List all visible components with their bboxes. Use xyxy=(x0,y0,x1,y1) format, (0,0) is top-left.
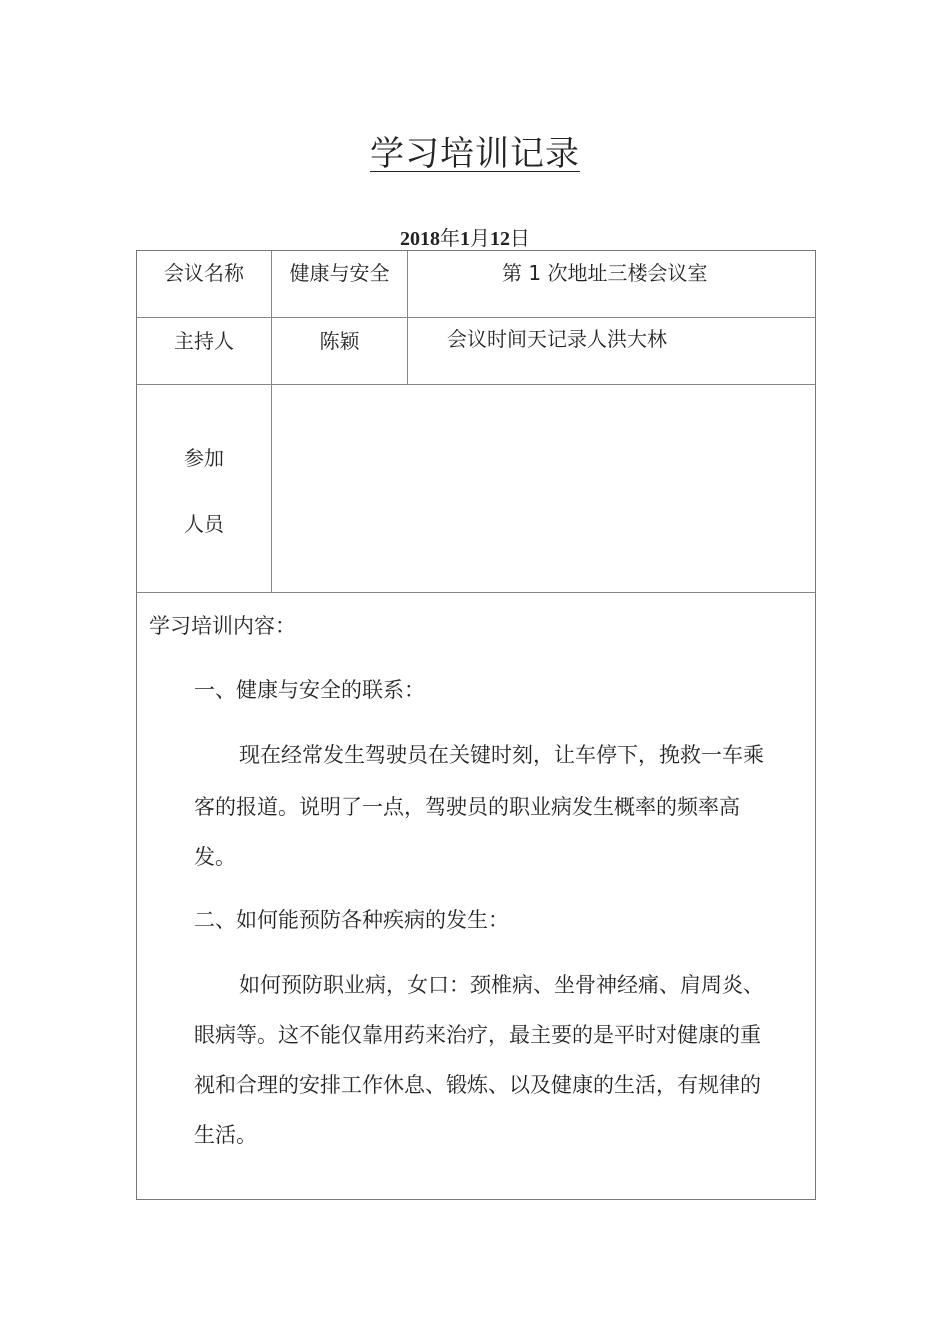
section2-line: 生活。 xyxy=(194,1123,257,1147)
document-date xyxy=(0,225,930,252)
host-label: 主持人 xyxy=(174,329,234,353)
section1-line: 现在经常发生驾驶员在关键时刻，让车停下，挽救一车乘 xyxy=(239,743,764,767)
meeting-session-location: 第 1 次地址三楼会议室 xyxy=(502,261,708,285)
date-day-unit: 日 xyxy=(510,226,530,250)
meeting-name-value: 健康与安全 xyxy=(289,261,390,285)
section2-title: 二、如何能预防各种疾病的发生： xyxy=(194,908,509,932)
date-month-unit: 月 xyxy=(470,226,490,250)
section1-title: 一、健康与安全的联系： xyxy=(194,678,425,702)
section2-line: 眼病等。这不能仅靠用药来治疗，最主要的是平时对健康的重 xyxy=(194,1023,761,1047)
document-title-text: 学习培训记录 xyxy=(370,134,580,174)
host-value: 陈颖 xyxy=(319,329,360,353)
date-year: 2018 xyxy=(400,228,440,250)
attendees-label-line1: 参加 xyxy=(184,446,224,470)
section2-line: 视和合理的安排工作休息、锻炼、以及健康的生活，有规律的 xyxy=(194,1073,761,1097)
section2-line: 如何预防职业病，女口：颈椎病、坐骨神经痛、肩周炎、 xyxy=(239,973,764,997)
meeting-name-label: 会议名称 xyxy=(164,261,244,285)
row-divider xyxy=(137,592,815,593)
document-title xyxy=(0,132,950,176)
section1-line: 客的报道。说明了一点，驾驶员的职业病发生概率的频率高 xyxy=(194,795,740,819)
section1-line: 发。 xyxy=(194,845,236,869)
row-divider xyxy=(137,317,815,318)
column-divider xyxy=(407,251,408,384)
content-heading: 学习培训内容： xyxy=(149,614,296,638)
record-table xyxy=(136,250,816,1200)
date-month: 1 xyxy=(460,228,470,250)
date-day: 12 xyxy=(490,228,510,250)
date-year-unit: 年 xyxy=(440,226,460,250)
attendees-label-line2: 人员 xyxy=(184,512,224,536)
column-divider xyxy=(271,251,272,592)
meeting-time-recorder: 会议时间天记录人洪大林 xyxy=(447,327,667,351)
row-divider xyxy=(137,384,815,385)
